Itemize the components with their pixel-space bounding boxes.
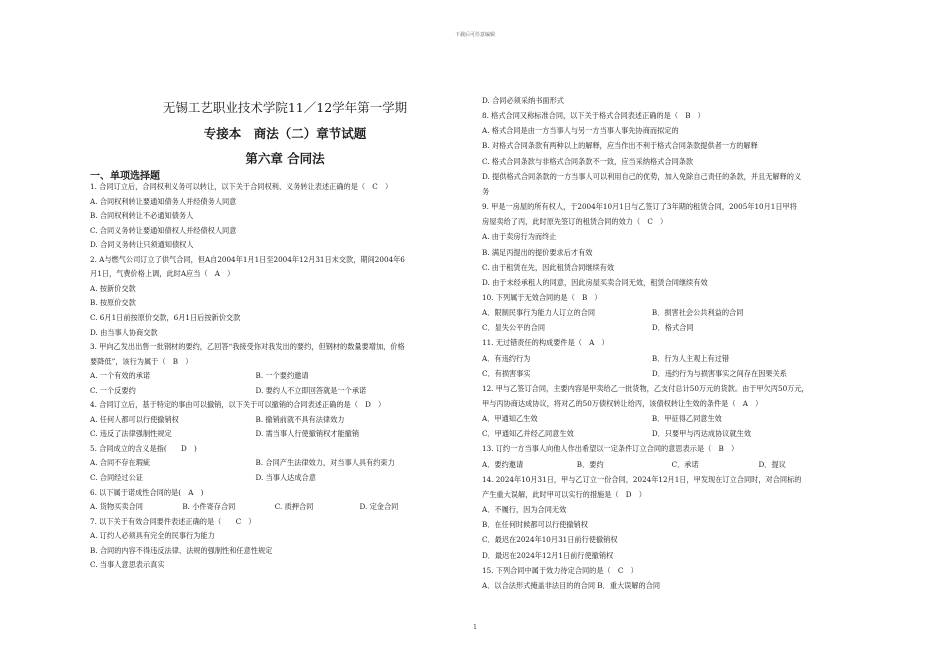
option-cell: C. 违反了法律强制性规定 <box>90 429 172 439</box>
question-line: 3. 甲向乙发出出售一批钢材的要约，乙回答“我接受你对我发出的要约，但钢材的数量要增加，价格 <box>90 342 405 352</box>
question-line: D. 合同必须采纳书面形式 <box>482 96 564 105</box>
question-line <box>482 308 877 317</box>
option-cell: D. 需当事人行使撤销权才能撤销 <box>255 429 360 439</box>
question-line: 14. 2024年10月31日，甲与乙订立一份合同，2024年12月1日，甲发现在订立合同时，对合同标的 <box>482 474 802 484</box>
question-line <box>482 414 877 423</box>
question-line: D. 由当事人协商交款 <box>90 327 158 337</box>
question-line <box>482 460 877 469</box>
question-line <box>482 323 877 332</box>
question-line: 12. 甲与乙签订合同，主要内容是甲卖给乙一批货物，乙支付总计50万元的货款。由于甲欠丙50万元， <box>482 383 809 393</box>
school-title: 无锡工艺职业技术学院11／12学年第一学期 <box>162 100 408 115</box>
question-line: B. 满足丙提出的提价要求后才有效 <box>482 247 593 257</box>
option-cell: D．格式合同 <box>651 323 694 333</box>
option-cell: B．行为人主观上有过错 <box>651 353 730 363</box>
question-line: 15. 下列合同中属于效力待定合同的是（ C ） <box>482 565 638 575</box>
question-line: 5. 合同成立的含义是指( D ) <box>90 443 197 453</box>
question-line: B. 合同权利转让不必通知债务人 <box>90 211 194 221</box>
question-line: B．在任何时候都可以行使撤销权 <box>482 520 588 530</box>
question-line: C. 格式合同条款与非格式合同条款不一致，应当采纳格式合同条款 <box>482 156 694 166</box>
option-cell: D．提议 <box>758 459 786 469</box>
question-line: A. 合同权利转让要通知债务人并经债务人同意 <box>90 196 237 206</box>
option-cell: D. 定金合同 <box>359 502 399 512</box>
question-line <box>90 458 475 467</box>
option-cell: A. 一个有效的承诺 <box>90 371 151 381</box>
page-number: 1 <box>473 624 477 631</box>
option-cell: D．违约行为与损害事实之间存在因果关系 <box>651 368 787 378</box>
question-line <box>90 415 475 424</box>
option-cell: B. 一个要约邀请 <box>255 371 309 381</box>
question-line <box>90 386 475 395</box>
question-line <box>90 429 475 438</box>
option-cell: A. 任何人都可以行使撤销权 <box>90 414 179 424</box>
question-line: 产生重大误解，此时甲可以实行的措施是（ D ） <box>482 489 646 499</box>
question-line: 4. 合同订立后，基于特定的事由可以撤销，以下关于可以撤销的合同表述正确的是（ D ） <box>90 400 386 410</box>
question-line: A. 订约人必须具有完全的民事行为能力 <box>90 531 215 541</box>
question-line: 1. 合同订立后，合同权利义务可以转让，以下关于合同权利、义务转让表述正确的是（ C ） <box>90 182 393 191</box>
option-cell: A．甲通知乙生效 <box>482 414 538 424</box>
question-line <box>482 369 877 378</box>
option-cell: C. 质押合同 <box>274 502 314 512</box>
chapter-title: 第六章 合同法 <box>245 151 325 166</box>
question-line: A．以合法形式掩盖非法目的的合同 B．重大误解的合同 <box>482 580 661 590</box>
question-line: A. 按新价交款 <box>90 283 136 293</box>
question-line: 房屋卖给了丙，此时原先签订的租赁合同的效力（ C ） <box>482 217 668 227</box>
question-line: A．不履行，因为合同无效 <box>482 505 567 515</box>
question-line: A. 格式合同是由一方当事人与另一方当事人事先协商而拟定的 <box>482 126 679 136</box>
question-line: D. 提供格式合同条款的一方当事人可以利用自己的优势，加入免除自己责任的条款，并且无解释的义 <box>482 171 802 181</box>
question-line <box>482 429 877 438</box>
option-cell: C．显失公平的合同 <box>482 323 546 333</box>
section-heading: 一、单项选择题 <box>90 171 160 182</box>
question-line: 2. A与燃气公司订立了供气合同，但A自2004年1月1日至2004年12月31日未交款，期间2004年6 <box>90 254 405 264</box>
question-line: C. 当事人意思表示真实 <box>90 560 165 570</box>
question-line: 要降低”，该行为属于（ B ） <box>90 356 193 366</box>
option-cell: D．只要甲与丙达成协议就生效 <box>651 429 752 439</box>
question-line: C．最迟在2024年10月31日前行使撤销权 <box>482 535 618 545</box>
question-line: D．最迟在2024年12月1日前行使撤销权 <box>482 550 614 560</box>
question-line <box>482 354 877 363</box>
header-note: 下载后可任意编辑 <box>454 32 495 38</box>
question-line: A. 由于卖房行为而终止 <box>482 232 557 242</box>
option-cell: D. 要约人不立即回答就是一个承诺 <box>255 385 367 395</box>
option-cell: C．有损害事实 <box>482 368 531 378</box>
question-line: C. 6月1日前按原价交款，6月1日后按新价交款 <box>90 312 241 322</box>
option-cell: D. 当事人达成合意 <box>255 473 316 482</box>
option-cell: C. 合同经过公证 <box>90 473 143 482</box>
question-line: B. 合同的内容不得违反法律、法规的强制性和任意性规定 <box>90 545 273 555</box>
question-line: C. 合同义务转让要通知债权人并经债权人同意 <box>90 225 237 235</box>
question-line: D. 由于未经承租人的同意，因此房屋买卖合同无效，租赁合同继续有效 <box>482 277 708 287</box>
question-line <box>90 502 475 511</box>
option-cell: C. 一个反要约 <box>90 385 136 395</box>
question-line: 11. 无过错责任的构成要件是（ A ） <box>482 338 609 348</box>
option-cell: C．甲通知乙并经乙同意生效 <box>482 429 574 439</box>
question-line: 甲与丙协商达成协议，将对乙的50万债权转让给丙，该债权转让生效的条件是（ A ） <box>482 399 763 408</box>
option-cell: B. 小件寄存合同 <box>182 502 236 512</box>
option-cell: A．有违约行为 <box>482 353 531 363</box>
option-cell: A. 货物买卖合同 <box>90 502 143 512</box>
question-line: 8. 格式合同又称标准合同，以下关于格式合同表述正确的是（ B ） <box>482 111 705 121</box>
option-cell: C．承诺 <box>671 459 699 469</box>
question-line: 9. 甲是一房屋的所有权人，于2004年10月1日与乙签订了3年期的租赁合同，2005年10月1日甲将 <box>482 202 797 212</box>
question-line: B. 对格式合同条款有两种以上的解释，应当作出不利于格式合同条款提供者一方的解释 <box>482 141 758 151</box>
course-title: 专接本 商法（二）章节试题 <box>203 126 367 141</box>
question-line <box>90 473 475 482</box>
question-line: 10. 下列属于无效合同的是（ B ） <box>482 292 602 302</box>
option-cell: A．限制民事行为能力人订立的合同 <box>482 308 596 318</box>
option-cell: B. 撤销前就不具有法律效力 <box>255 414 345 424</box>
option-cell: B. 合同产生法律效力，对当事人具有约束力 <box>255 458 395 468</box>
question-line: C. 由于租赁在先，因此租赁合同继续有效 <box>482 262 615 272</box>
question-line <box>90 371 475 380</box>
question-line: B. 按原价交款 <box>90 298 136 308</box>
question-line: 月1日，气费价格上调，此时A应当（ A ） <box>90 269 235 279</box>
option-cell: B．要约 <box>576 459 604 469</box>
question-line: D. 合同义务转让只须通知债权人 <box>90 240 194 250</box>
option-cell: A．要约邀请 <box>482 459 524 469</box>
option-cell: B．甲征得乙同意生效 <box>651 414 722 424</box>
option-cell: B．损害社会公共利益的合同 <box>651 308 744 318</box>
question-line: 7. 以下关于有效合同要件表述正确的是（ C ） <box>90 516 256 526</box>
option-cell: A. 合同不存在瑕疵 <box>90 458 151 468</box>
question-line: 务 <box>482 186 490 196</box>
question-line: 6. 以下属于诺成性合同的是( A ) <box>90 487 204 497</box>
question-line: 13. 订约一方当事人向他人作出希望以一定条件订立合同的意思表示是（ B ） <box>482 444 739 454</box>
